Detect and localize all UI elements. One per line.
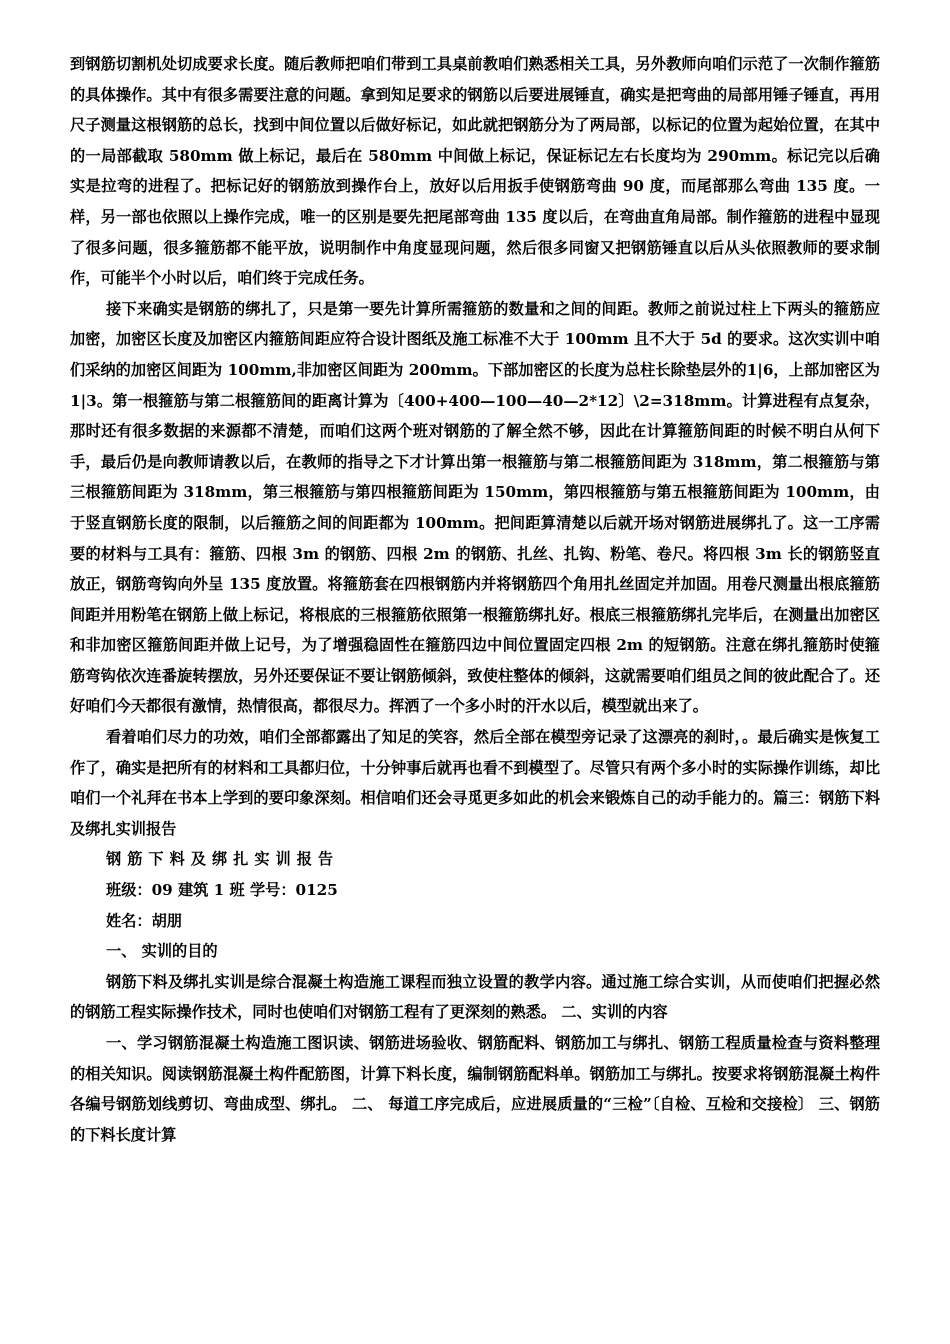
section-heading-purpose: 一、 实训的目的 (106, 942, 218, 961)
paragraph-results-cleanup: 看着咱们尽力的功效，咱们全部都露出了知足的笑容，然后全部在模型旁记录了这漂亮的刹时，。最后确实是恢复工作了，确实是把所有的材料和工具都归位，十分钟事后就再也看不到模型了。尽管只有两个多小时的实际操作训练，却比咱们一个礼拜在书本上学到的要印象深刻。相信咱们还会寻觅更多如此的机会来锻炼自己的动手能力的。篇三：钢筋下料及绑扎实训报告 (70, 728, 880, 838)
paragraph-purpose: 钢筋下料及绑扎实训是综合混凝土构造施工课程而独立设置的教学内容。通过施工综合实训，从而使咱们把握必然的钢筋工程实际操作技术，同时也使咱们对钢筋工程有了更深刻的熟悉。 二、实训的内容 (70, 972, 880, 1022)
class-student-number: 班级：09 建筑 1 班 学号：0125 (106, 881, 338, 900)
report-title: 钢筋下料及绑扎实训报告 (106, 850, 340, 869)
paragraph-content: 一、学习钢筋混凝土构造施工图识读、钢筋进场验收、钢筋配料、钢筋加工与绑扎、钢筋工程质量检查与资料整理的相关知识。阅读钢筋混凝土构件配筋图，计算下料长度，编制钢筋配料单。钢筋加工与绑扎。按要求将钢筋混凝土构件各编号钢筋划线剪切、弯曲成型、绑扎。 二、 每道工序完成后，应进展质量的“三检”〔自检、互检和交接检〕 三、钢筋的下料长度计算 (70, 1034, 880, 1144)
paragraph-rebar-binding: 接下来确实是钢筋的绑扎了，只是第一要先计算所需箍筋的数量和之间的间距。教师之前说过柱上下两头的箍筋应加密，加密区长度及加密区内箍筋间距应符合设计图纸及施工标准不大于 100mm 且不大于 5d 的要求。这次实训中咱们采纳的加密区间距为 100mm,非加密区间距为 200mm。下部加密区的长度为总柱长除垫层外的1|6，上部加密区为 1|3。第一根箍筋与第二根箍筋间的距离计算为〔400+400—100—40—2*12〕\2=318mm。计算进程有点复杂，那时还有很多数据的来源都不清楚，而咱们这两个班对钢筋的了解全然不够，因此在计算箍筋间距的时候不明白从何下手，最后仍是向教师请教以后，在教师的指导之下才计算出第一根箍筋与第二根箍筋间距为 318mm，第二根箍筋与第三根箍筋间距为 318mm，第三根箍筋与第四根箍筋间距为 150mm，第四根箍筋与第五根箍筋间距为 100mm，由于竖直钢筋长度的限制，以后箍筋之间的间距都为 100mm。把间距算清楚以后就开场对钢筋进展绑扎了。这一工序需要的材料与工具有：箍筋、四根 3m 的钢筋、四根 2m 的钢筋、扎丝、扎钩、粉笔、卷尺。将四根 3m 长的钢筋竖直放正，钢筋弯钩向外呈 135 度放置。将箍筋套在四根钢筋内并将钢筋四个角用扎丝固定并加固。用卷尺测量出根底箍筋间距并用粉笔在钢筋上做上标记，将根底的三根箍筋依照第一根箍筋绑扎好。根底三根箍筋绑扎完毕后，在测量出加密区和非加密区箍筋间距并做上记号，为了增强稳固性在箍筋四边中间位置固定四根 2m 的短钢筋。注意在绑扎箍筋时使箍筋弯钩依次连番旋转摆放，另外还要保证不要让钢筋倾斜，致使柱整体的倾斜，这就需要咱们组员之间的彼此配合了。还好咱们今天都很有激情，热情很高，都很尽力。挥洒了一个多小时的汗水以后，模型就出来了。 (70, 299, 880, 716)
paragraph-rebar-cutting-stirrup-making: 到钢筋切割机处切成要求长度。随后教师把咱们带到工具桌前教咱们熟悉相关工具，另外教师向咱们示范了一次制作箍筋的具体操作。其中有很多需要注意的问题。拿到知足要求的钢筋以后要进展锤直，确实是把弯曲的局部用锤子锤直，再用尺子测量这根钢筋的总长，找到中间位置以后做好标记，如此就把钢筋分为了两局部，以标记的位置为起始位置，在其中的一局部截取 580mm 做上标记，最后在 580mm 中间做上标记，保证标记左右长度均为 290mm。标记完以后确实是拉弯的进程了。把标记好的钢筋放到操作台上，放好以后用扳手使钢筋弯曲 90 度，而尾部那么弯曲 135 度。一样，另一部也依照以上操作完成，唯一的区别是要先把尾部弯曲 135 度以后，在弯曲直角局部。制作箍筋的进程中显现了很多问题，很多箍筋都不能平放，说明制作中角度显现问题，然后很多同窗又把钢筋锤直以后从头依照教师的要求制作，可能半个小时以后，咱们终于完成任务。 (70, 55, 880, 288)
student-name: 姓名：胡朋 (106, 911, 182, 930)
